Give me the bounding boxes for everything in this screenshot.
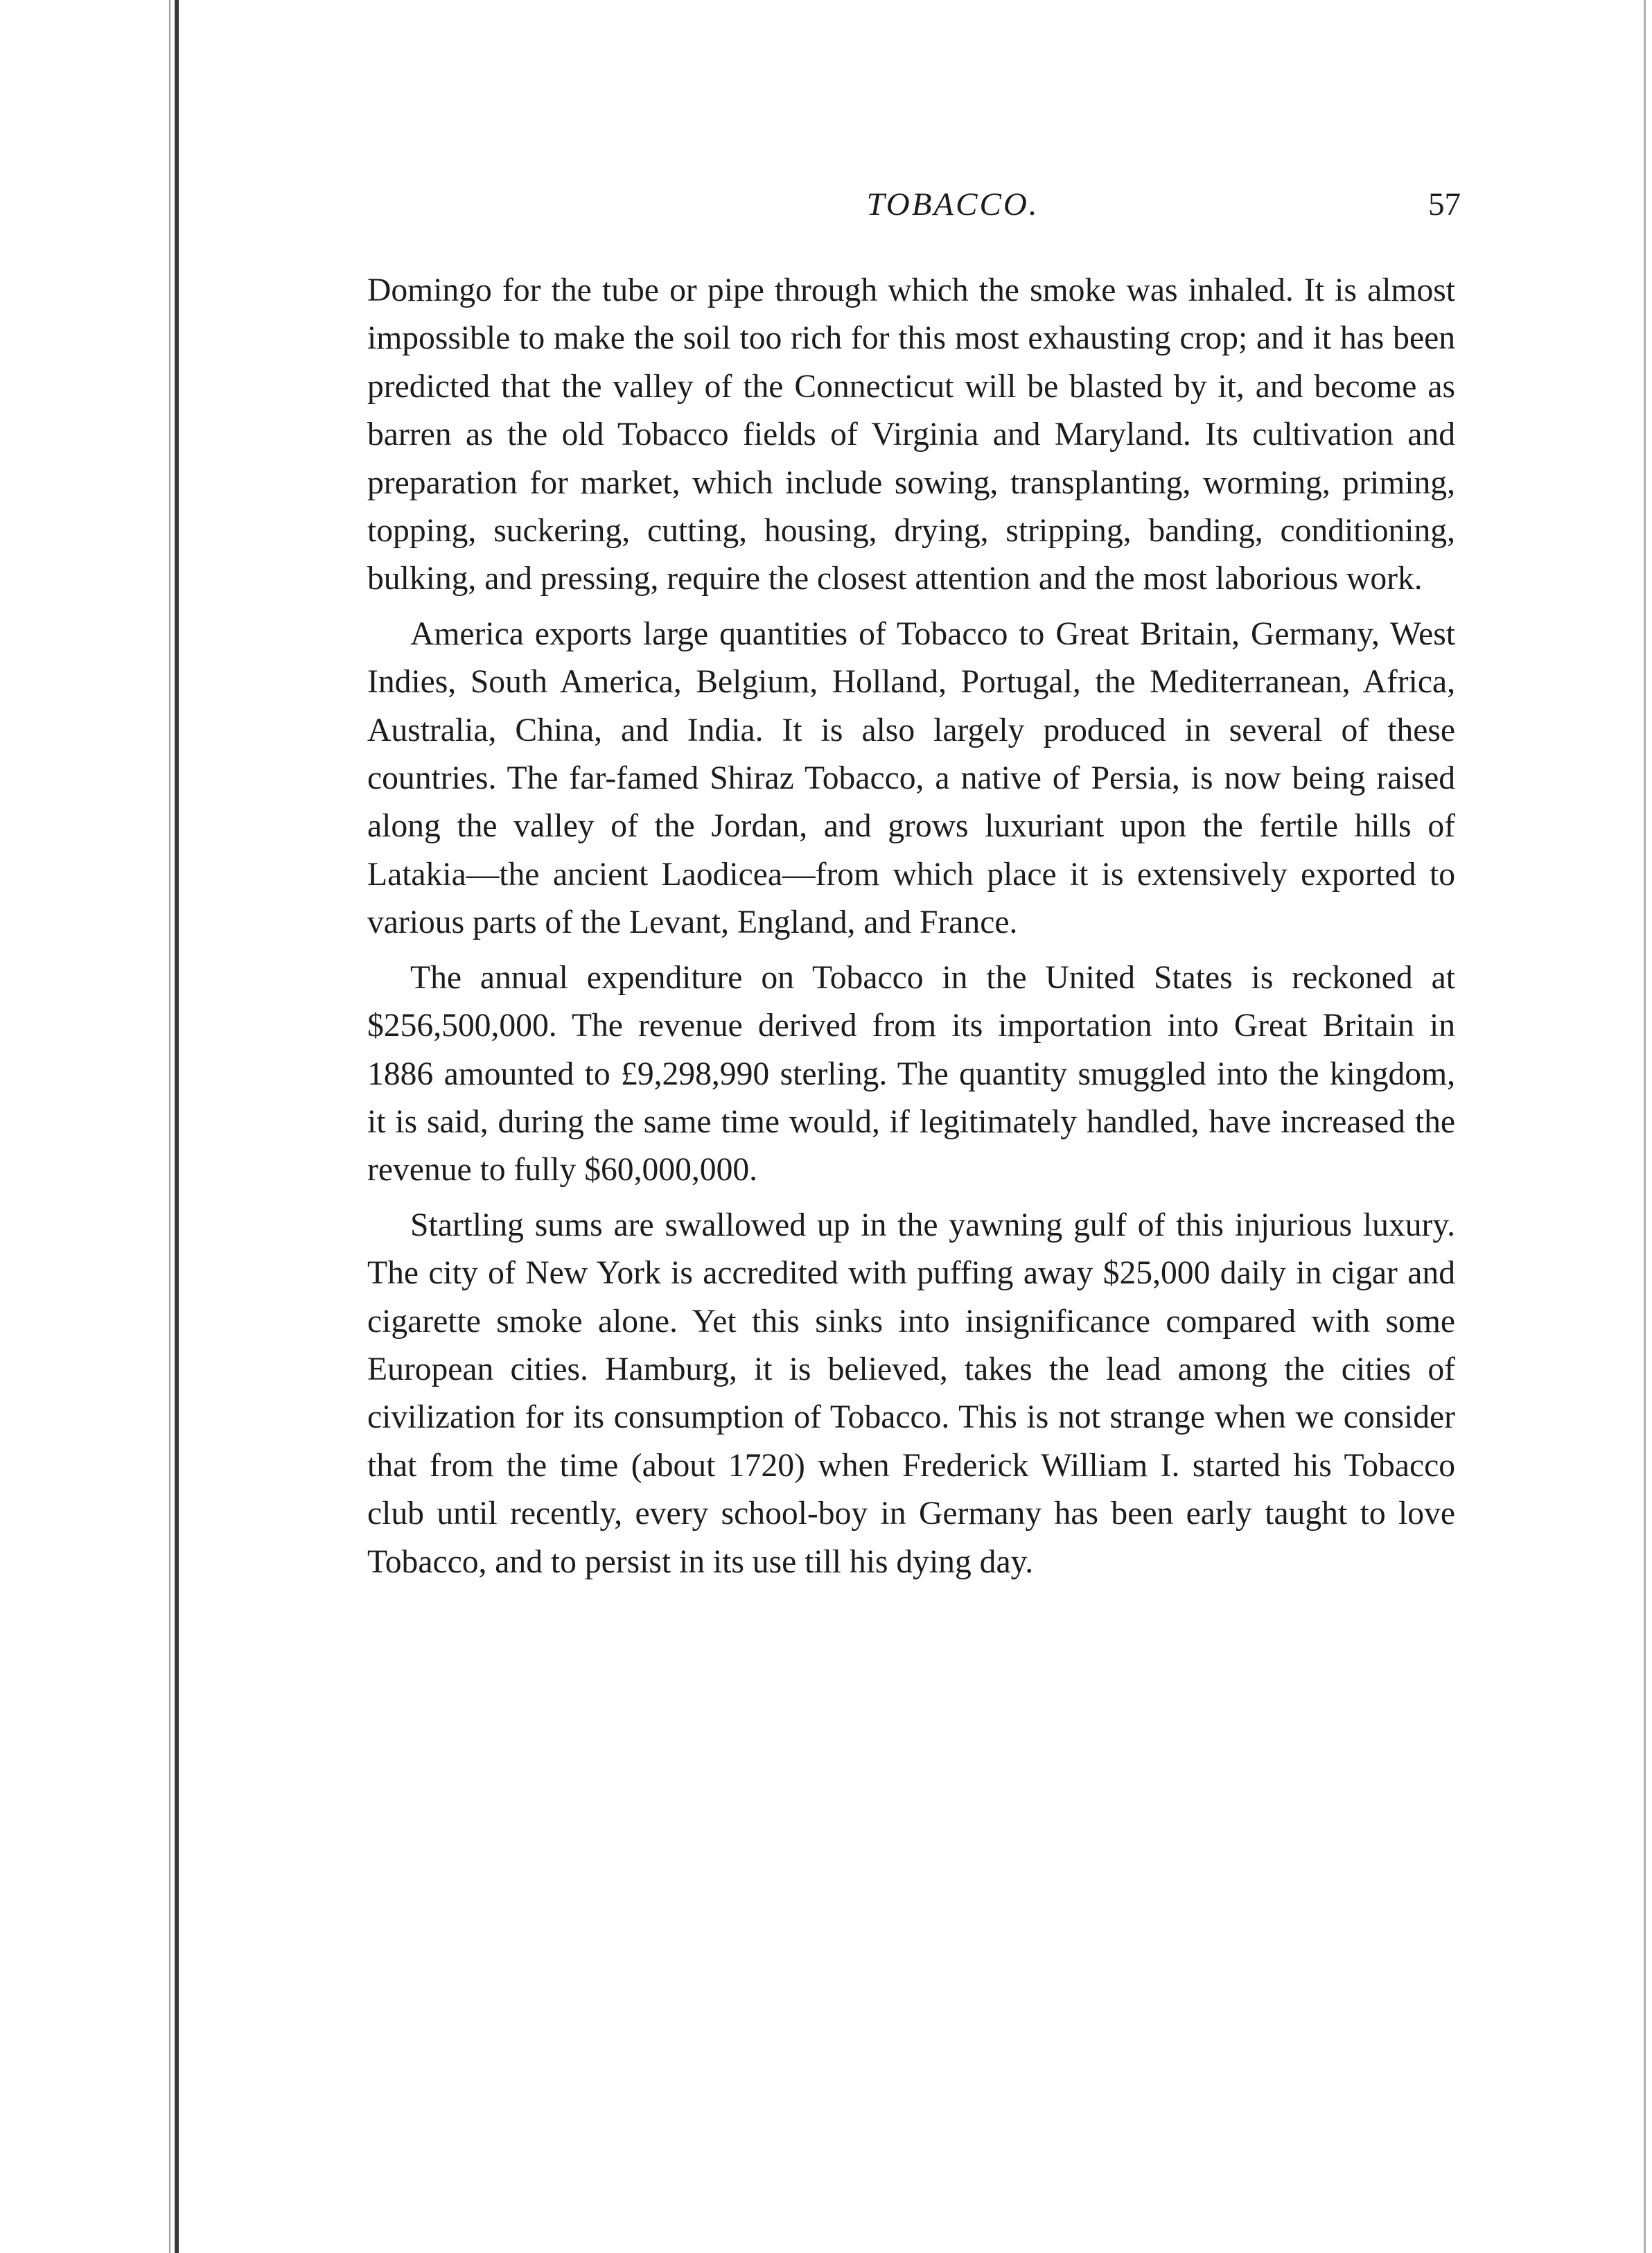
paragraph-3: The annual expenditure on Tobacco in the United States is reckoned at $256,500,000. The revenue derived from its importation into Great Britain in 1886 amounted to £9,298,990 sterling. The quantity smuggled into the kingdom, it is said, during the same time would, if legitimately handled, have increased the revenue to fully $60,000,000.	[367, 959, 1455, 1189]
book-page	[367, 0, 1461, 2253]
scan-edge-left	[175, 0, 179, 2253]
page-number: 57	[1428, 186, 1461, 222]
scan-edge-right	[1644, 0, 1646, 2253]
paragraph-2: America exports large quantities of Tobacco to Great Britain, Germany, West Indies, South America, Belgium, Holland, Portugal, the Mediterranean, Africa, Australia, China, and India. It is also largely produced in several of these countries. The far-famed Shiraz Tobacco, a native of Persia, is now being raised along the valley of the Jordan, and grows luxuriant upon the fertile hills of Latakia—the ancient Laodicea—from which place it is extensively exported to various parts of the Levant, England, and France.	[367, 615, 1455, 941]
paragraph-1: Domingo for the tube or pipe through which the smoke was inhaled. It is almost impossible to make the soil too rich for this most exhausting crop; and it has been predicted that the valley of the Connecticut will be blasted by it, and become as barren as the old Tobacco fields of Virginia and Maryland. Its cultivation and preparation for market, which include sowing, transplanting, worming, priming, topping, suckering, cutting, housing, drying, stripping, banding, conditioning, bulking, and pressing, require the closest attention and the most laborious work.	[367, 272, 1455, 597]
running-head	[367, 186, 1461, 241]
paragraph-4: Startling sums are swallowed up in the yawning gulf of this injurious luxury. The city of New York is accredited with puffing away $25,000 daily in cigar and cigarette smoke alone. Yet this sinks into insignificance compared with some European cities. Hamburg, it is believed, takes the lead among the cities of civilization for its consumption of Tobacco. This is not strange when we consider that from the time (about 1720) when Frederick William I. started his Tobacco club until recently, every school-boy in Germany has been early taught to love Tobacco, and to persist in its use till his dying day.	[367, 1207, 1455, 1580]
scan-edge-left-thin	[169, 0, 170, 2253]
body-text	[367, 267, 1455, 1586]
running-title: TOBACCO.	[866, 186, 1039, 222]
